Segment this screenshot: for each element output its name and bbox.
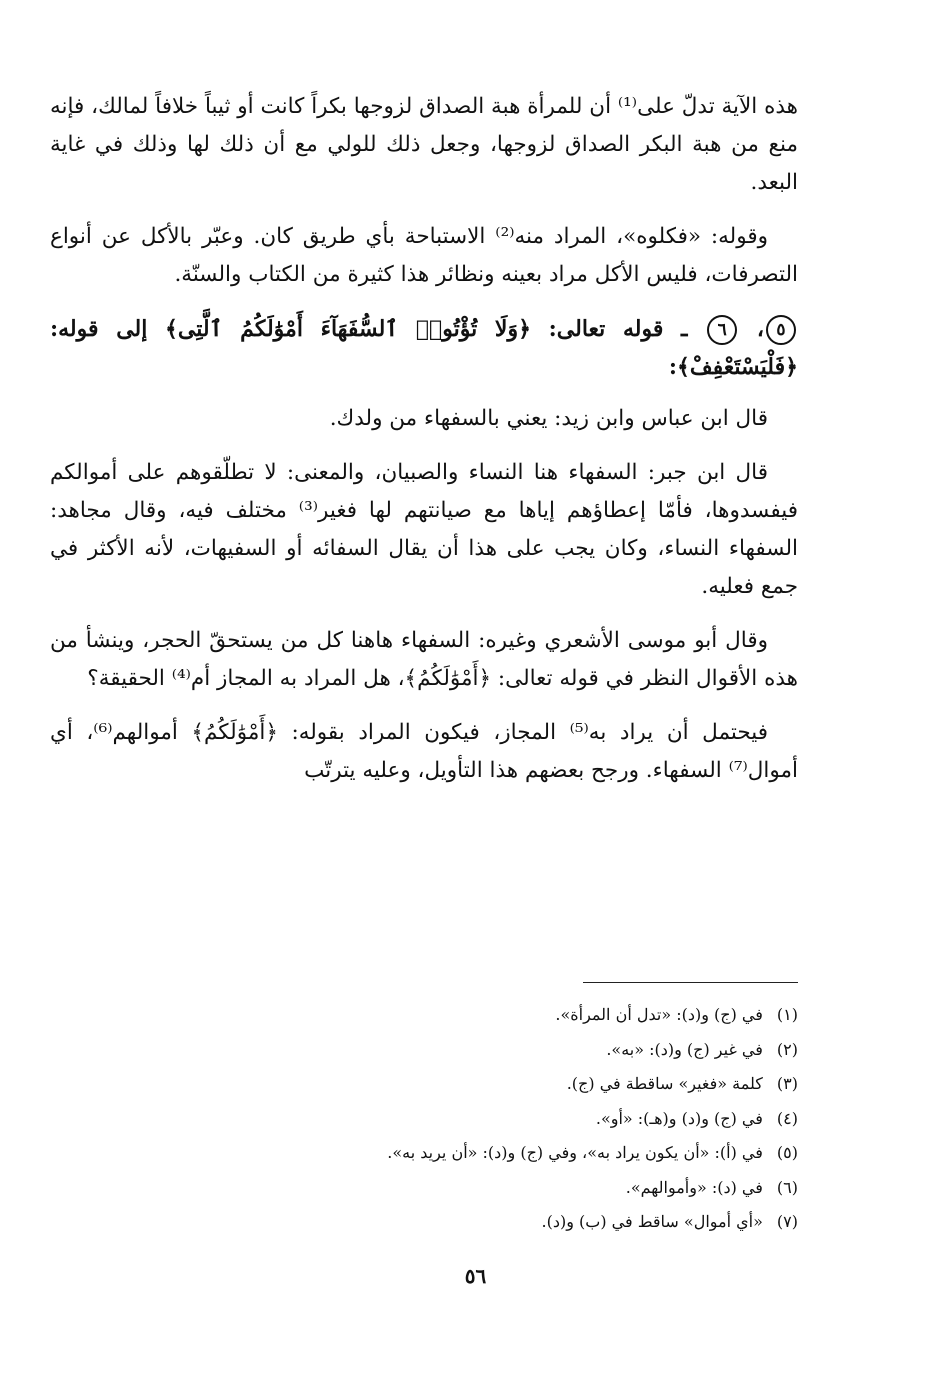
footnote-number: (٢) (776, 1039, 798, 1059)
footnote-7 (50, 1205, 798, 1240)
footnote-text: «أي أموال» ساقط في (ب) و(د). (541, 1212, 763, 1231)
footnote-text: في (ج) و(د): «تدل أن المرأة». (555, 1005, 763, 1024)
footnote-text: في غير (ج) و(د): «به». (606, 1039, 763, 1059)
footnote-number: (٤) (776, 1108, 798, 1128)
main-text (50, 88, 798, 806)
footnote-text: كلمة «فغير» ساقطة في (ج). (566, 1074, 763, 1093)
paragraph-2: وقوله: «فكلوه»، المراد منه⁽²⁾ الاستباحة بأي طريق كان. وعبّر بالأكل عن أنواع التصرفات، فليس الأكل مراد بعينه ونظائر هذا كثيرة من الكتاب والسنّة. (50, 224, 798, 287)
footnote-number: (٥) (776, 1143, 798, 1162)
footnote-text: في (ج) و(د) و(هـ): «أو». (595, 1108, 763, 1128)
paragraph-6: فيحتمل أن يراد به⁽⁵⁾ المجاز، فيكون المراد بقوله: ﴿أَمْوَٰلَكُمُ﴾ أموالهم⁽⁶⁾، أي أموال⁽⁷⁾ السفهاء. ورجح بعضهم هذا التأويل، وعليه يترتّب (50, 720, 798, 783)
section-number-a: ٥ (766, 315, 796, 345)
footnote-number: (٣) (776, 1074, 798, 1093)
footnote-text: في (د): «وأموالهم». (625, 1177, 763, 1197)
paragraph-5: وقال أبو موسى الأشعري وغيره: السفهاء هاهنا كل من يستحقّ الحجر، وينشأ من هذه الأقوال النظر في قوله تعالى: ﴿أَمْوَٰلَكُمُ﴾، هل المراد به المجاز أم⁽⁴⁾ الحقيقة؟ (50, 628, 798, 691)
footnote-divider (583, 982, 798, 983)
footnote-6 (50, 1171, 798, 1206)
footnote-text: في (أ): «أن يكون يراد به»، وفي (ج) و(د): «أن يريد به». (387, 1143, 763, 1162)
paragraph-1: هذه الآية تدلّ على⁽¹⁾ أن للمرأة هبة الصداق لزوجها بكراً كانت أو ثيباً خلافاً لمالك، فإنه منع من هبة البكر الصداق لزوجها، وجعل ذلك للولي مع أن ذلك لها وذلك في غاية البعد. (50, 94, 798, 195)
footnote-5 (50, 1136, 798, 1171)
paragraph-3: قال ابن عباس وابن زيد: يعني بالسفهاء من ولدك. (329, 406, 768, 431)
section-heading-text: ـ قوله تعالى: ﴿وَلَا تُؤْتُوا۟ ٱلسُّفَهَآءَ أَمْوَٰلَكُمُ ٱلَّتِى﴾ إلى قوله: ﴿فَلْيَسْتَعْفِفْ﴾: (50, 316, 798, 380)
page-number: ٥٦ (464, 1264, 487, 1288)
section-heading: ٥، ٦ ـ قوله تعالى: ﴿وَلَا تُؤْتُوا۟ ٱلسُّفَهَآءَ أَمْوَٰلَكُمُ ٱلَّتِى﴾ إلى قوله: ﴿فَلْيَسْتَعْفِفْ﴾: (50, 316, 798, 380)
footnotes (50, 998, 798, 1240)
footnote-4 (50, 1102, 798, 1137)
footnote-number: (٧) (776, 1212, 798, 1231)
footnote-1 (50, 998, 798, 1033)
footnote-3 (50, 1067, 798, 1102)
footnote-number: (٦) (776, 1177, 798, 1197)
section-number-b: ٦ (707, 315, 737, 345)
footnote-2 (50, 1033, 798, 1068)
paragraph-4: قال ابن جبر: السفهاء هنا النساء والصبيان، والمعنى: لا تطلّقوهم على أموالكم فيفسدوها، فأمّا إعطاؤهم إياها مع صيانتهم لها فغير⁽³⁾ مختلف فيه، وقال مجاهد: السفهاء النساء، وكان يجب على هذا أن يقال السفائه أو السفيهات، لأنه الأكثر في جمع فعليه. (50, 460, 799, 599)
footnote-number: (١) (776, 1005, 798, 1024)
